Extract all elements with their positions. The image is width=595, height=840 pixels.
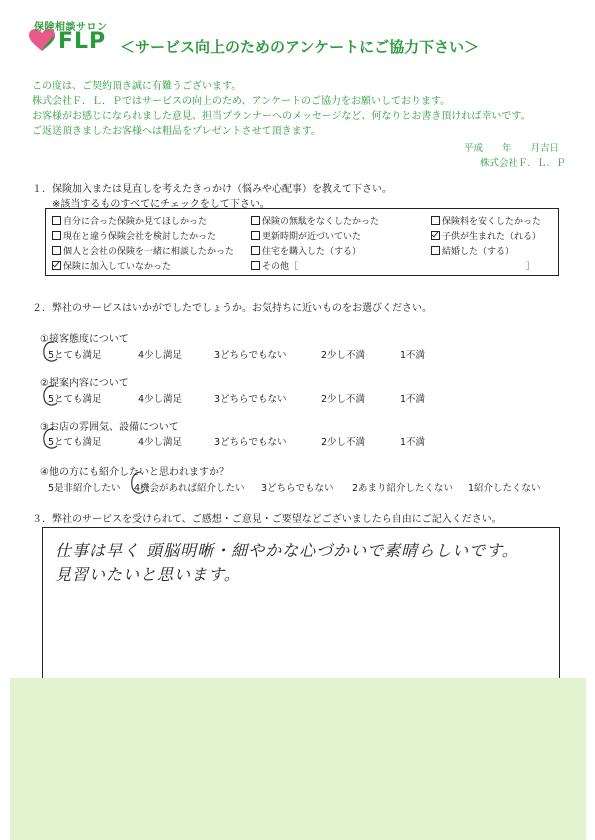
q2-item-title: ③お店の雰囲気、設備について: [40, 422, 179, 433]
rating-option-selected[interactable]: 5とても満足: [48, 394, 102, 405]
rating-option[interactable]: 2少し不満: [321, 350, 366, 361]
checkbox-option[interactable]: 結婚した（する）: [431, 244, 514, 257]
checkbox-icon: [52, 231, 61, 240]
q2-item-title: ②提案内容について: [40, 378, 129, 389]
rating-row: [0, 480, 595, 494]
rating-option[interactable]: 4少し満足: [138, 394, 183, 405]
rating-row: [0, 391, 595, 405]
checkbox-icon: [431, 216, 440, 225]
rating-option[interactable]: 1紹介したくない: [468, 483, 541, 494]
comment-textarea[interactable]: [42, 527, 560, 679]
q2-item-title: ①接客態度について: [40, 334, 129, 345]
rating-option[interactable]: 2少し不満: [321, 394, 366, 405]
checkbox-option[interactable]: 現在と違う保険会社を検討したかった: [52, 229, 216, 242]
rating-option[interactable]: 2あまり紹介したくない: [352, 483, 454, 494]
hand-circle-mark-icon: [128, 470, 150, 496]
rating-option-selected[interactable]: 4機会があれば紹介したい: [134, 483, 245, 494]
checkbox-option[interactable]: 保険料を安くしたかった: [431, 214, 541, 227]
hand-circle-mark-icon: [40, 340, 62, 364]
checkbox-checked-icon: [431, 231, 440, 240]
company-name: 株式会社Ｆ．Ｌ．Ｐ: [480, 158, 566, 169]
q1-subheading: ※該当するものすべてにチェックをして下さい。: [52, 199, 270, 210]
intro-line: お客様がお感じになられました意見、担当プランナーへのメッセージなど、何なりとお書き頂ければ幸いです。: [32, 111, 531, 122]
q3-heading: ３．弊社のサービスを受けられて、ご感想・ご意見・ご要望などございましたら自由にご記入ください。: [32, 514, 502, 525]
rating-option[interactable]: 4少し満足: [138, 437, 183, 448]
hand-circle-mark-icon: [40, 384, 62, 408]
q2-refer-title: ④他の方にも紹介したいと思われますか？: [40, 467, 229, 478]
checkbox-option[interactable]: 個人と会社の保険を一緒に相談したかった: [52, 244, 234, 257]
hand-circle-mark-icon: [40, 427, 62, 451]
footer-band: [10, 678, 586, 840]
rating-option-selected[interactable]: 5とても満足: [48, 437, 102, 448]
checkbox-icon: [52, 216, 61, 225]
rating-option[interactable]: 3どちらでもない: [214, 437, 287, 448]
rating-row: [0, 434, 595, 448]
date-label: 平成 年 月吉日: [464, 143, 560, 154]
rating-option[interactable]: 3どちらでもない: [261, 483, 334, 494]
checkbox-option-checked[interactable]: 子供が生まれた（れる）: [431, 229, 541, 242]
rating-option[interactable]: 1不満: [400, 437, 426, 448]
q2-heading: ２．弊社のサービスはいかがでしたでしょうか。お気持ちに近いものをお選びください。: [32, 303, 432, 314]
rating-row: [0, 347, 595, 361]
rating-option[interactable]: 3どちらでもない: [214, 394, 287, 405]
checkbox-icon: [431, 246, 440, 255]
logo-text: FLP: [58, 29, 107, 54]
handwritten-comment-line: 見習いたいと思います。: [55, 565, 241, 584]
handwritten-comment-line: 仕事は早く 頭脳明晰・細やかな心づかいで素晴らしいです。: [55, 541, 519, 560]
q1-heading: １．保険加入または見直しを考えたきっかけ（悩みや心配事）を教えて下さい。: [32, 184, 392, 195]
checkbox-icon: [251, 246, 260, 255]
checkbox-option-other[interactable]: その他［: [251, 259, 298, 272]
other-bracket-close: ］: [526, 262, 536, 272]
checkbox-option[interactable]: 保険の無駄をなくしたかった: [251, 214, 379, 227]
rating-option[interactable]: 1不満: [400, 394, 426, 405]
logo-subtitle: 保険相談サロン: [34, 22, 108, 33]
rating-option[interactable]: 1不満: [400, 350, 426, 361]
rating-option[interactable]: 2少し不満: [321, 437, 366, 448]
checkbox-option[interactable]: 自分に合った保険か見てほしかった: [52, 214, 207, 227]
checkbox-checked-icon: [52, 261, 61, 270]
checkbox-icon: [251, 216, 260, 225]
rating-option-selected[interactable]: 5とても満足: [48, 350, 102, 361]
checkbox-icon: [251, 231, 260, 240]
checkbox-icon: [251, 261, 260, 270]
checkbox-option[interactable]: 更新時期が近づいていた: [251, 229, 361, 242]
checkbox-option-checked[interactable]: 保険に加入していなかった: [52, 259, 171, 272]
checkbox-option[interactable]: 住宅を購入した（する）: [251, 244, 361, 257]
page-title: ＜サービス向上のためのアンケートにご協力下さい＞: [120, 38, 480, 56]
rating-option[interactable]: 5是非紹介したい: [48, 483, 121, 494]
checkbox-icon: [52, 246, 61, 255]
rating-option[interactable]: 3どちらでもない: [214, 350, 287, 361]
intro-line: 株式会社Ｆ．Ｌ．Ｐではサービスの向上のため、アンケートのご協力をお願いしております。: [32, 96, 451, 107]
intro-line: この度は、ご契約頂き誠に有難うございます。: [32, 81, 242, 92]
rating-option[interactable]: 4少し満足: [138, 350, 183, 361]
intro-line: ご返送頂きましたお客様へは粗品をプレゼントさせて頂きます。: [32, 126, 321, 137]
q1-checkbox-panel: [45, 208, 559, 276]
